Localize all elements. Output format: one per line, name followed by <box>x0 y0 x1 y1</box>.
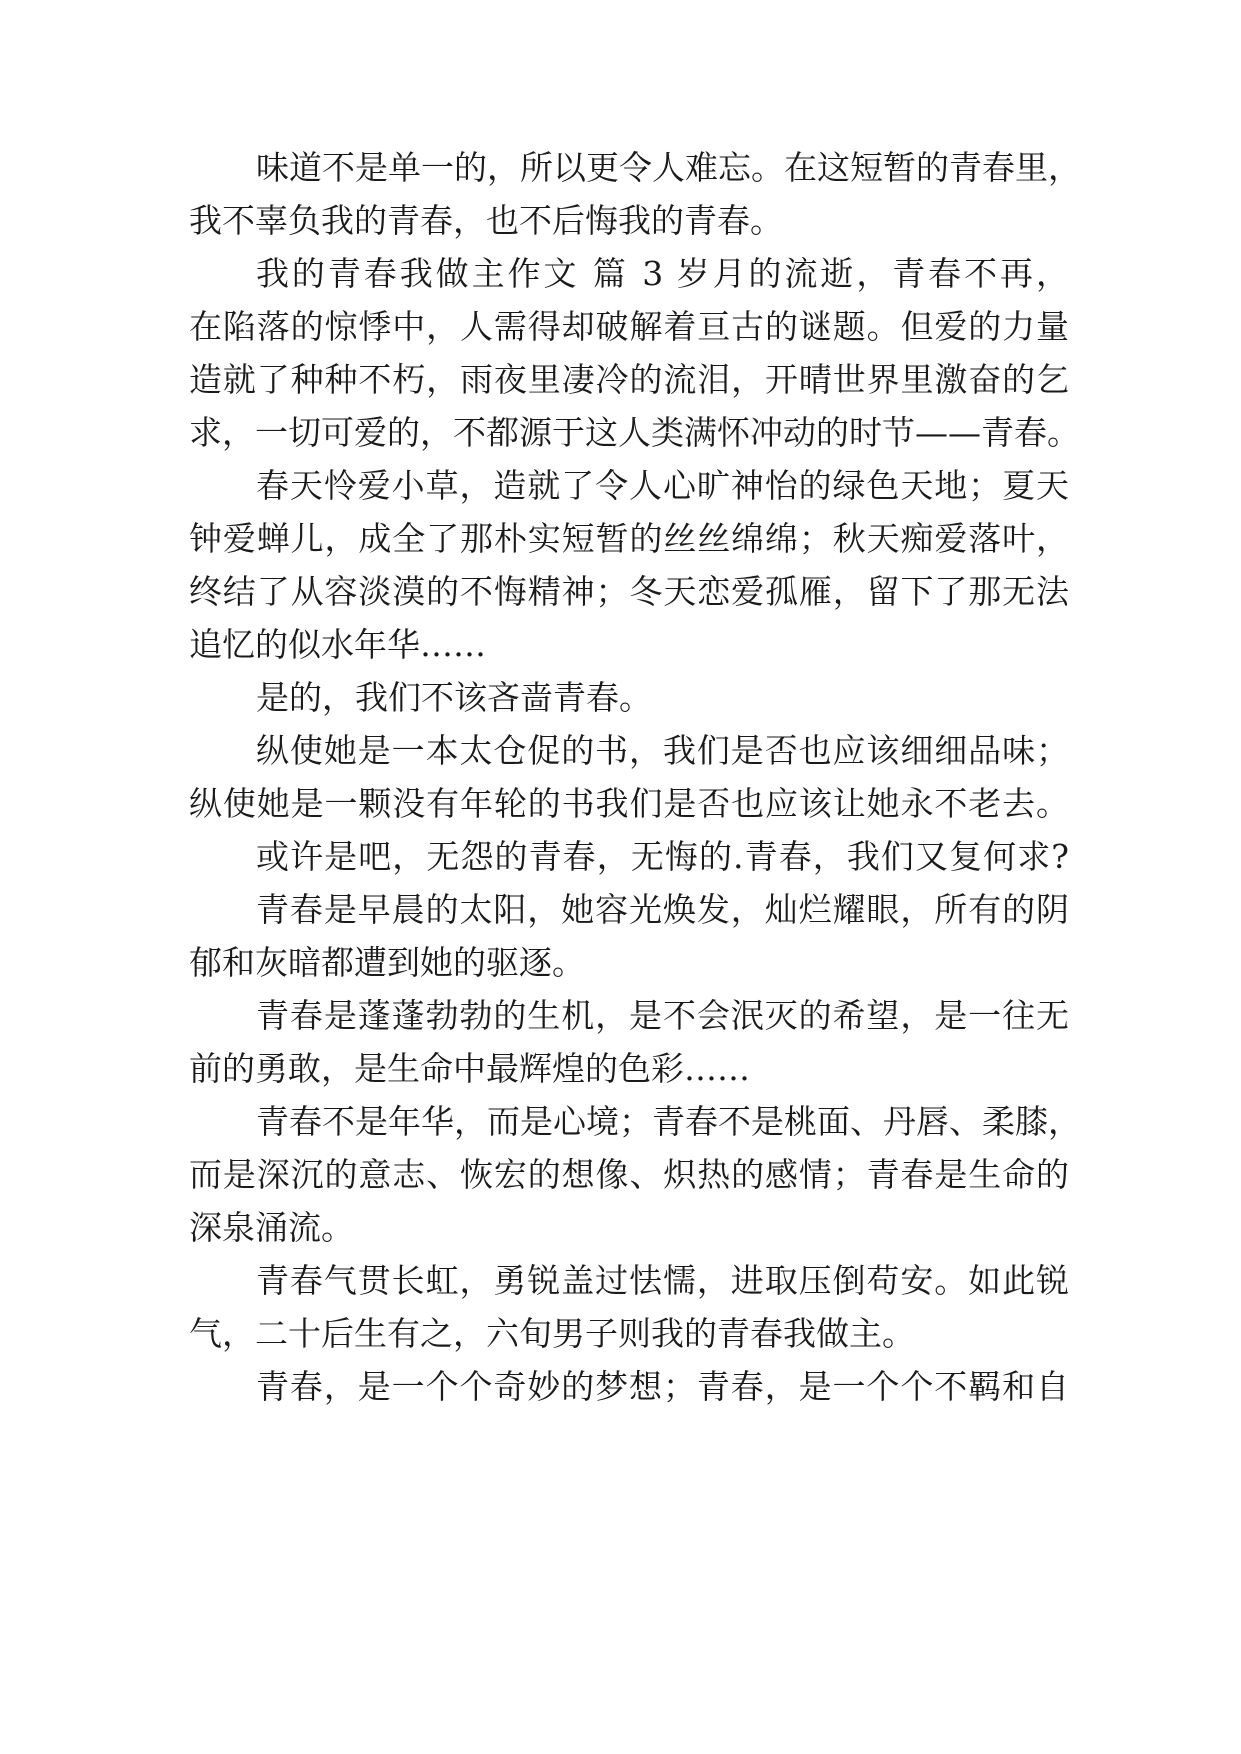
text-line: 气，二十后生有之，六旬男子则我的青春我做主。 <box>189 1314 915 1353</box>
text-line: 纵使她是一本太仓促的书，我们是否也应该细细品味； <box>256 731 1069 770</box>
text-line: 我不辜负我的青春，也不后悔我的青春。 <box>189 201 783 240</box>
text-line: 造就了种种不朽，雨夜里凄冷的流泪，开晴世界里激奋的乞 <box>189 360 1069 399</box>
text-line: 纵使她是一颗没有年轮的书我们是否也应该让她永不老去。 <box>189 784 1069 823</box>
text-line: 在陷落的惊悸中，人需得却破解着亘古的谜题。但爱的力量 <box>189 307 1069 346</box>
text-line: 我的青春我做主作文 篇 3 岁月的流逝，青春不再， <box>256 254 1069 293</box>
text-line: 青春气贯长虹，勇锐盖过怯懦，进取压倒苟安。如此锐 <box>256 1261 1069 1300</box>
text-line: 青春不是年华，而是心境；青春不是桃面、丹唇、柔膝， <box>256 1102 1081 1141</box>
text-line: 是的，我们不该吝啬青春。 <box>256 678 652 717</box>
text-line: 深泉涌流。 <box>189 1208 354 1247</box>
text-line: 求，一切可爱的，不都源于这人类满怀冲动的时节——青春。 <box>189 413 1080 452</box>
text-line: 前的勇敢，是生命中最辉煌的色彩…… <box>189 1049 750 1088</box>
text-line: 郁和灰暗都遭到她的驱逐。 <box>189 943 585 982</box>
text-line: 钟爱蝉儿，成全了那朴实短暂的丝丝绵绵；秋天痴爱落叶， <box>189 519 1069 558</box>
text-line: 青春是早晨的太阳，她容光焕发，灿烂耀眼，所有的阴 <box>256 890 1069 929</box>
text-line: 而是深沉的意志、恢宏的想像、炽热的感情；青春是生命的 <box>189 1155 1069 1194</box>
text-line: 青春是蓬蓬勃勃的生机，是不会泯灭的希望，是一往无 <box>256 996 1069 1035</box>
text-line: 终结了从容淡漠的不悔精神；冬天恋爱孤雁，留下了那无法 <box>189 572 1069 611</box>
text-line: 或许是吧，无怨的青春，无悔的.青春，我们又复何求? <box>256 837 1069 876</box>
text-line: 青春，是一个个奇妙的梦想；青春，是一个个不羁和自 <box>256 1367 1069 1406</box>
text-line: 味道不是单一的，所以更令人难忘。在这短暂的青春里， <box>256 148 1081 187</box>
text-line: 春天怜爱小草，造就了令人心旷神怡的绿色天地；夏天 <box>256 466 1069 505</box>
text-line: 追忆的似水年华…… <box>189 625 486 664</box>
